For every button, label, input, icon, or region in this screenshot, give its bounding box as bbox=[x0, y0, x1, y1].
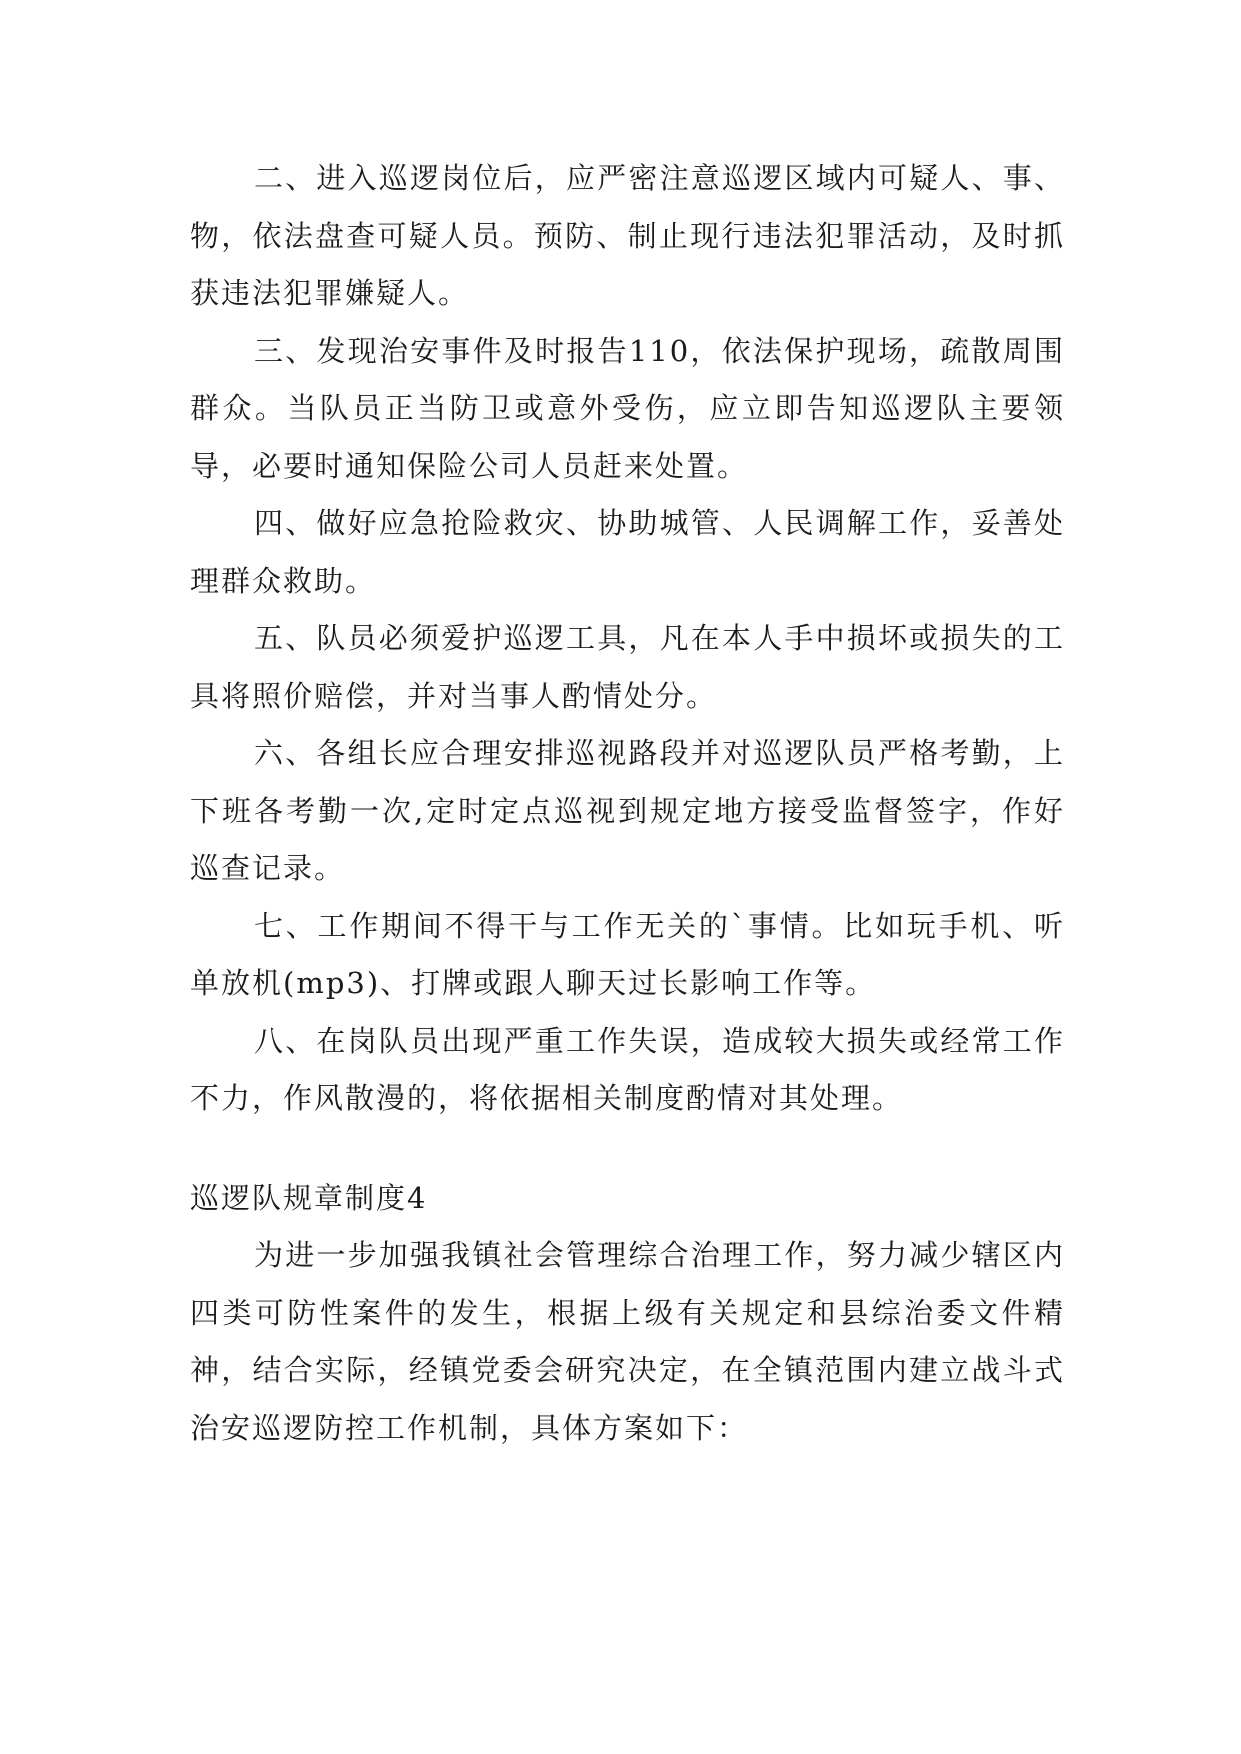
section-spacer bbox=[190, 1128, 1065, 1170]
paragraph-attendance: 六、各组长应合理安排巡视路段并对巡逻队员严格考勤，上下班各考勤一次,定时定点巡视到规定地方接受监督签字，作好巡查记录。 bbox=[190, 736, 1065, 885]
document-body bbox=[190, 150, 1065, 1457]
paragraph-tool-care: 五、队员必须爱护巡逻工具，凡在本人手中损坏或损失的工具将照价赔偿，并对当事人酌情处分。 bbox=[190, 621, 1065, 713]
paragraph-emergency-rescue: 四、做好应急抢险救灾、协助城管、人民调解工作，妥善处理群众救助。 bbox=[190, 506, 1065, 598]
section-heading: 巡逻队规章制度4 bbox=[190, 1180, 428, 1215]
paragraph-intro-plan: 为进一步加强我镇社会管理综合治理工作，努力减少辖区内四类可防性案件的发生，根据上级有关规定和县综治委文件精神，结合实际，经镇党委会研究决定，在全镇范围内建立战斗式治安巡逻防控工作机制，具体方案如下： bbox=[190, 1238, 1065, 1445]
paragraph-misconduct: 八、在岗队员出现严重工作失误，造成较大损失或经常工作不力，作风散漫的，将依据相关制度酌情对其处理。 bbox=[190, 1023, 1065, 1115]
paragraph-incident-report: 三、发现治安事件及时报告110，依法保护现场，疏散周围群众。当队员正当防卫或意外受伤，应立即告知巡逻队主要领导，必要时通知保险公司人员赶来处置。 bbox=[190, 333, 1065, 483]
paragraph-work-discipline: 七、工作期间不得干与工作无关的`事情。比如玩手机、听单放机(mp3)、打牌或跟人聊天过长影响工作等。 bbox=[190, 908, 1065, 1000]
paragraph-patrol-duties: 二、进入巡逻岗位后，应严密注意巡逻区域内可疑人、事、物，依法盘查可疑人员。预防、制止现行违法犯罪活动，及时抓获违法犯罪嫌疑人。 bbox=[190, 161, 1065, 310]
